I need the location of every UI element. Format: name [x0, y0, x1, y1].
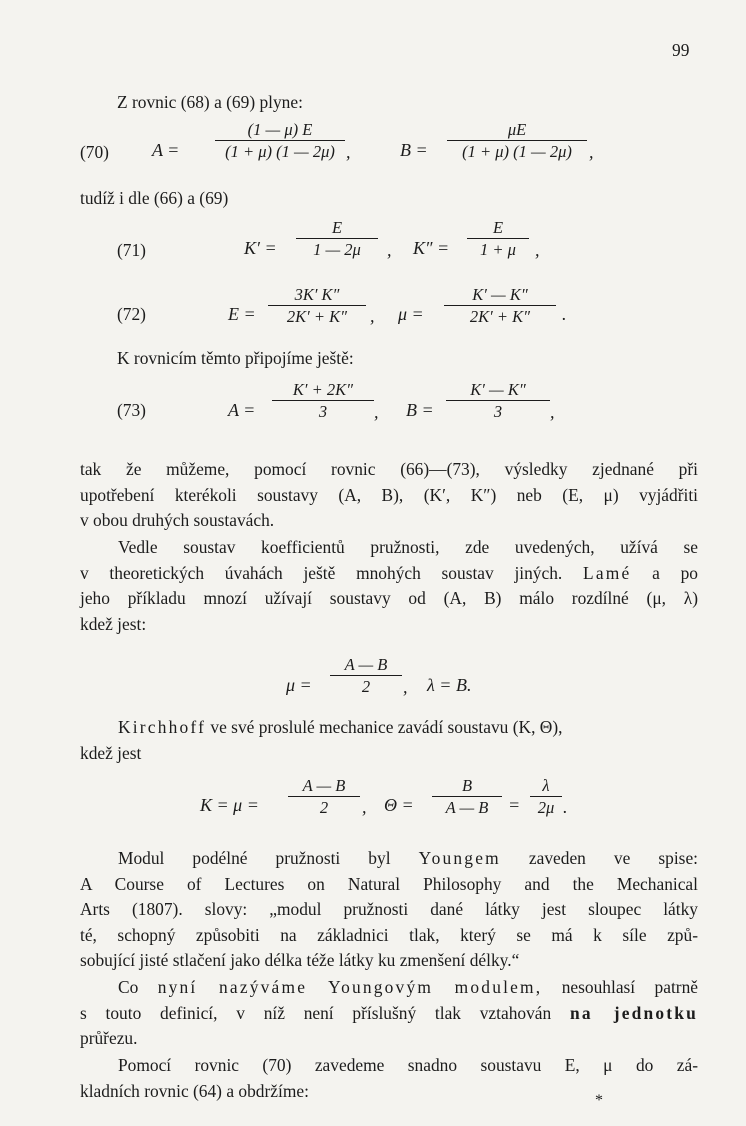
fraction [530, 776, 562, 817]
eq-lhs: B = [400, 140, 428, 160]
fraction [272, 380, 374, 421]
denominator: 2K′ + K″ [286, 307, 348, 326]
fraction [432, 776, 502, 817]
fraction [447, 120, 587, 161]
fraction-bar [272, 400, 374, 401]
eq-lhs: K′ = [244, 238, 277, 258]
paragraph [80, 975, 698, 1052]
text-line: kdež jest: [80, 613, 147, 634]
eq-tail: , [589, 142, 594, 162]
fraction-bar [447, 140, 587, 141]
text-line [80, 975, 698, 1001]
text-line: kdež jest [80, 742, 142, 763]
text-span: Co [118, 977, 139, 997]
eq-lhs: K = μ = [200, 795, 259, 815]
text-span: nesouhlasí patrně [561, 977, 698, 997]
eq-lhs: A = [228, 400, 256, 420]
eq-tail: , [550, 402, 555, 422]
author-name: Youngem [418, 848, 501, 868]
eq-lhs: μ = [398, 304, 424, 324]
eq-tail: . [563, 797, 568, 817]
denominator: 1 + μ [480, 240, 516, 259]
eq-tail: . [562, 304, 567, 324]
text-span: Modul podélné pružnosti byl [118, 848, 391, 868]
eq-tail: , [387, 240, 392, 260]
denominator: 1 — 2μ [313, 240, 361, 259]
fraction [288, 776, 360, 817]
eq-tail: , [403, 677, 408, 697]
text-line: v obou druhých soustavách. [80, 510, 275, 531]
numerator: B [461, 776, 473, 795]
text-span: zaveden ve spise: [528, 848, 698, 868]
fraction-bar [444, 305, 556, 306]
text-line: Arts (1807). slovy: „modul pružnosti dané látky jest sloupec látky [80, 899, 698, 920]
fraction [215, 120, 345, 161]
numerator: λ [542, 776, 550, 795]
fraction-bar [467, 238, 529, 239]
fraction-bar [330, 675, 402, 676]
fraction [268, 285, 366, 326]
denominator: 2μ [537, 798, 555, 817]
paragraph [80, 457, 698, 534]
equation-number: (72) [117, 304, 146, 324]
text-span: a po [652, 562, 699, 583]
fraction [330, 655, 402, 696]
text-span: s touto definicí, v níž není příslušný tlak vztahován [80, 1002, 552, 1023]
paragraph [80, 1053, 698, 1104]
text-line [80, 561, 698, 587]
fraction [444, 285, 556, 326]
numerator: (1 — μ) E [247, 120, 313, 139]
equation-number: (70) [80, 142, 109, 162]
fraction-bar [432, 796, 502, 797]
text-line: upotřebení kterékoli soustavy (A, B), (K′, K″) neb (E, μ) vyjádřiti [80, 484, 698, 505]
page-number: 99 [672, 40, 690, 60]
eq-lhs: A = [152, 140, 180, 160]
denominator: 3 [493, 402, 503, 421]
denominator: 3 [318, 402, 328, 421]
numerator: A — B [302, 776, 346, 795]
denominator: 2K′ + K″ [469, 307, 531, 326]
text-line: sobující jisté stlačení jako délka téže látky ku zmenšení délky.“ [80, 950, 520, 971]
equation-number: (71) [117, 240, 146, 260]
paragraph [80, 535, 698, 637]
text-line [80, 1001, 698, 1027]
numerator: E [492, 218, 504, 237]
spaced-text: nyní nazýváme Youngovým modulem, [157, 977, 543, 997]
text-line: kladních rovnic (64) a obdržíme: [80, 1080, 309, 1101]
numerator: K′ — K″ [470, 380, 526, 399]
text-line: té, schopný způsobiti na základnici tlak, který se má k síle způ- [80, 924, 698, 945]
text-line: průřezu. [80, 1028, 138, 1049]
eq-lhs: E = [228, 304, 256, 324]
text-line: K rovnicím těmto připojíme ještě: [117, 348, 354, 368]
fraction-bar [215, 140, 345, 141]
text-line: tak že můžeme, pomocí rovnic (66)—(73), výsledky zjednané při [80, 459, 698, 479]
eq-lhs: K″ = [413, 238, 450, 258]
eq-tail: , [346, 142, 351, 162]
text-line: tudíž i dle (66) a (69) [80, 188, 229, 208]
denominator: A — B [445, 798, 489, 817]
eq-lhs: μ = [286, 675, 312, 695]
text-span: v theoretických úvahách ještě mnohých soustav jiných. [80, 562, 563, 583]
fraction-bar [288, 796, 360, 797]
text-line: Pomocí rovnic (70) zavedeme snadno soustavu E, μ do zá- [118, 1055, 698, 1075]
author-name: Kirchhoff [118, 717, 207, 737]
equation-number: (73) [117, 400, 146, 420]
numerator: K′ — K″ [472, 285, 528, 304]
fraction [446, 380, 550, 421]
denominator: 2 [319, 798, 329, 817]
bold-text: na jednotku [569, 1002, 698, 1023]
text-line: A Course of Lectures on Natural Philosophy and the Mechanical [80, 873, 698, 894]
eq-tail: , [370, 306, 375, 326]
fraction-bar [268, 305, 366, 306]
denominator: 2 [361, 677, 371, 696]
eq-rhs: λ = B. [427, 675, 472, 695]
signature-mark: * [595, 1092, 603, 1109]
numerator: K′ + 2K″ [292, 380, 354, 399]
paragraph [80, 846, 698, 974]
eq-tail: , [535, 240, 540, 260]
eq-equals: = [508, 795, 521, 815]
text-line [80, 715, 698, 741]
eq-lhs: Θ = [384, 795, 414, 815]
text-line: Vedle soustav koefficientů pružnosti, zde uvedených, užívá se [118, 537, 698, 557]
eq-lhs: B = [406, 400, 434, 420]
paragraph [80, 715, 698, 766]
numerator: 3K′ K″ [294, 285, 340, 304]
text-line: jeho příkladu mnozí užívají soustavy od (A, B) málo rozdílné (μ, λ) [80, 588, 698, 609]
eq-tail: , [374, 402, 379, 422]
fraction [467, 218, 529, 259]
numerator: E [331, 218, 343, 237]
eq-tail: , [362, 797, 367, 817]
text-span: ve své proslulé mechanice zavádí soustavu (K, Θ), [210, 717, 563, 737]
author-name: Lamé [583, 562, 632, 583]
fraction-bar [296, 238, 378, 239]
denominator: (1 + μ) (1 — 2μ) [225, 142, 335, 161]
intro-line: Z rovnic (68) a (69) plyne: [117, 92, 303, 112]
fraction-bar [446, 400, 550, 401]
fraction [296, 218, 378, 259]
fraction-bar [530, 796, 562, 797]
numerator: μE [507, 120, 527, 139]
denominator: (1 + μ) (1 — 2μ) [462, 142, 572, 161]
text-line [80, 846, 698, 872]
numerator: A — B [344, 655, 388, 674]
